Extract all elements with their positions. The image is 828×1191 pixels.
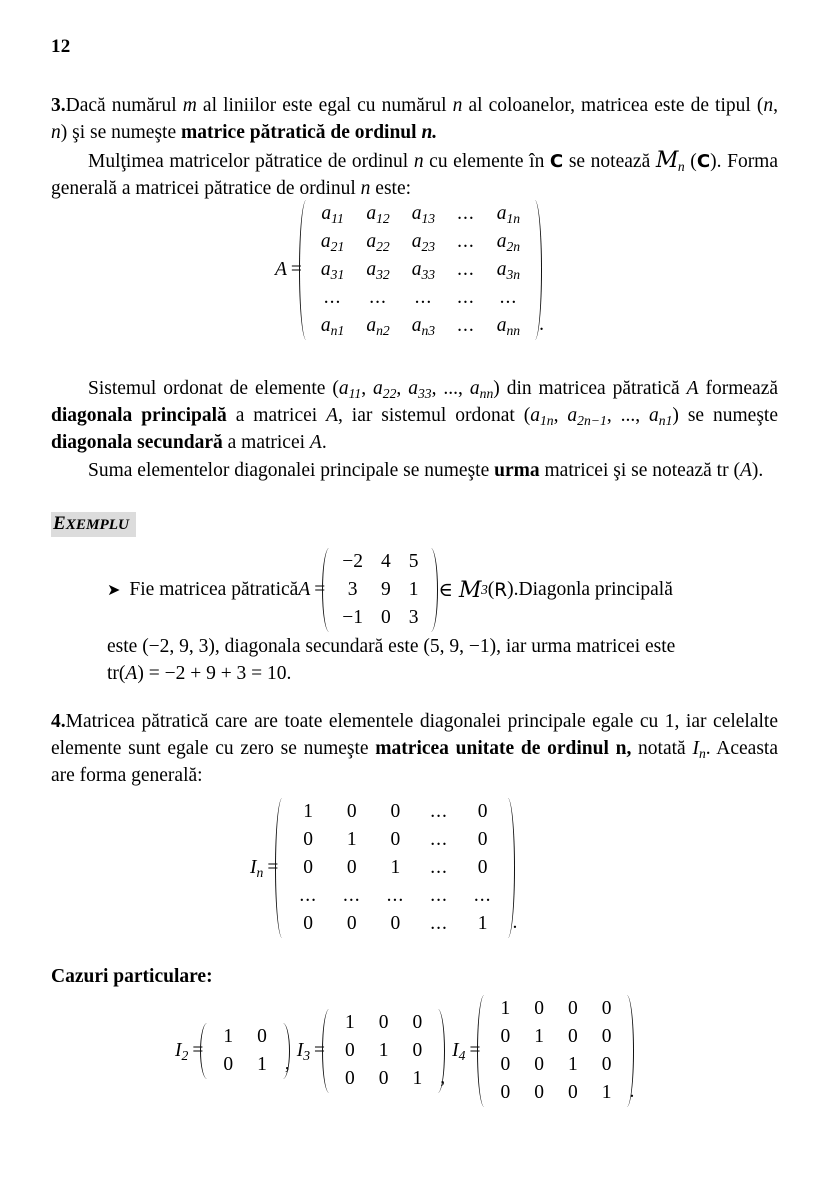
trace-text-3: ). bbox=[751, 460, 764, 481]
matrix-cell: $a_{12}$ bbox=[366, 203, 390, 226]
identity-separator: , bbox=[440, 1067, 446, 1088]
diag-f2-sub: 2n−1 bbox=[577, 412, 607, 428]
diag-e3-sub: 33 bbox=[417, 385, 432, 401]
matrix-cell: 1 bbox=[500, 998, 511, 1019]
trace-text-2: matricei şi se notează tr ( bbox=[539, 460, 740, 481]
matrix-a-equals: = bbox=[290, 259, 302, 280]
diag-e3: a bbox=[408, 378, 418, 399]
matrix-cell: 0 bbox=[223, 1054, 234, 1075]
identity-general-parentheses bbox=[283, 798, 507, 938]
diag-text-8: , iar sistemul ordonat ( bbox=[338, 405, 531, 426]
diag-text-5: ) din matricea pătratică bbox=[493, 378, 687, 399]
diag-text-10: , ..., bbox=[606, 405, 650, 426]
matrix-row bbox=[310, 312, 531, 340]
item4-I: I bbox=[692, 738, 699, 759]
matrix-a-label: A bbox=[275, 259, 287, 280]
item4-text-3: . Aceasta are forma generală: bbox=[51, 738, 778, 786]
matrix-cell: 0 bbox=[390, 801, 401, 822]
matrix-cell: 1 bbox=[223, 1026, 234, 1047]
diag-text-6: formează bbox=[698, 378, 779, 399]
identity-parentheses bbox=[485, 995, 626, 1107]
exemplu-first-letter: E bbox=[53, 513, 66, 534]
example-line-3 bbox=[107, 660, 778, 687]
matrix-cell: ... bbox=[386, 885, 405, 906]
var-n-3: n bbox=[51, 122, 61, 143]
matrix-cell-subscript: 11 bbox=[331, 210, 344, 226]
paragraph-diagonals bbox=[51, 375, 778, 456]
diag-bold-secundara: diagonala secundară bbox=[51, 432, 223, 453]
diag-A1: A bbox=[686, 378, 699, 399]
matrix-a-period: . bbox=[539, 314, 544, 335]
item3-comma: , bbox=[773, 95, 778, 116]
exemplu-heading bbox=[51, 512, 136, 537]
set-text-b: cu elemente în bbox=[423, 151, 550, 172]
paragraph-set-notation bbox=[51, 147, 778, 202]
general-matrix-block bbox=[275, 200, 544, 340]
set-text-e: ). Forma generală a matricei pătratice de ordinul bbox=[51, 151, 779, 199]
matrix-cell: 0 bbox=[346, 857, 357, 878]
example-matrix-parentheses bbox=[330, 548, 430, 632]
identity-general-label-letter: I bbox=[250, 857, 257, 878]
matrix-cell: $a_{21}$ bbox=[320, 231, 345, 254]
item3-text-b: al liniilor este egal cu numărul bbox=[196, 95, 453, 116]
matrix-cell: 0 bbox=[345, 1040, 355, 1061]
diag-e4-sub: nn bbox=[479, 385, 494, 401]
matrix-cell: 0 bbox=[534, 1054, 544, 1075]
matrix-cell: 1 bbox=[412, 1068, 423, 1089]
matrix-cell: 0 bbox=[303, 829, 314, 850]
diag-text-12: a matricei bbox=[222, 432, 310, 453]
example-tr-A: A bbox=[125, 663, 138, 684]
matrix-cell: $a_{22}$ bbox=[366, 231, 390, 254]
identity-grid bbox=[211, 1023, 279, 1079]
example-bullet-row: ➤ Fie matricea pătratică A = −2 4 5 3 9 1 −1 0 3 ∈ M 3 ( R ). Diagonla principală bbox=[107, 548, 673, 632]
diag-text-9: , bbox=[553, 405, 568, 426]
matrix-cell-subscript: 3n bbox=[506, 266, 521, 282]
diag-text-4: , ..., bbox=[431, 378, 470, 399]
matrix-cell: 0 bbox=[257, 1026, 267, 1047]
matrix-cell: ... bbox=[457, 231, 475, 252]
example-matrix-grid bbox=[333, 548, 427, 632]
trace-A: A bbox=[739, 460, 752, 481]
matrix-row bbox=[333, 1009, 434, 1037]
matrix-cell: 0 bbox=[601, 1026, 612, 1047]
item-number-4: 4. bbox=[51, 711, 66, 732]
matrix-row bbox=[286, 882, 504, 910]
diag-text-13: . bbox=[321, 432, 327, 453]
matrix-cell: 0 bbox=[500, 1082, 511, 1103]
matrix-cell: $a_{3n}$ bbox=[496, 259, 521, 282]
page-number: 12 bbox=[51, 36, 71, 57]
identity-general-grid bbox=[286, 798, 504, 938]
matrix-row bbox=[333, 604, 427, 632]
item4-text-2: notată bbox=[631, 738, 693, 759]
matrix-cell-subscript: 2n bbox=[506, 238, 521, 254]
matrix-cell: 0 bbox=[303, 913, 314, 934]
paragraph-item-3 bbox=[51, 92, 778, 146]
matrix-row bbox=[488, 1051, 623, 1079]
diag-text-2: , bbox=[361, 378, 374, 399]
matrix-row bbox=[310, 256, 531, 284]
matrix-cell: 1 bbox=[477, 913, 488, 934]
matrix-row bbox=[310, 284, 531, 312]
identity-label: $I_3$ bbox=[296, 1040, 311, 1063]
cazuri-particulare-heading bbox=[51, 963, 778, 990]
matrix-cell: 0 bbox=[477, 857, 488, 878]
matrix-cell: $a_{23}$ bbox=[411, 231, 436, 254]
diag-A2: A bbox=[326, 405, 339, 426]
example-line2-text: este (−2, 9, 3), diagonala secundară este (5, 9, −1), iar urma matricei este bbox=[107, 636, 676, 657]
trace-bold-urma: urma bbox=[494, 460, 540, 481]
matrix-cell: $a_{33}$ bbox=[411, 259, 436, 282]
matrix-cell: 0 bbox=[378, 1012, 389, 1033]
matrix-cell: 0 bbox=[500, 1026, 511, 1047]
matrix-cell: 1 bbox=[257, 1054, 267, 1075]
matrix-cell: 1 bbox=[601, 1082, 612, 1103]
script-m-subscript: n bbox=[677, 158, 685, 174]
matrix-cell: 0 bbox=[390, 829, 401, 850]
diag-A3: A bbox=[309, 432, 322, 453]
identity-matrix-block bbox=[297, 1009, 452, 1093]
matrix-row bbox=[310, 228, 531, 256]
matrix-cell: $a_{31}$ bbox=[320, 259, 345, 282]
matrix-cell: 1 bbox=[303, 801, 314, 822]
matrix-cell-subscript: n1 bbox=[330, 322, 345, 338]
matrix-cell: ... bbox=[323, 287, 342, 308]
diag-text-1: Sistemul ordonat de elemente ( bbox=[88, 378, 339, 399]
matrix-row bbox=[211, 1051, 279, 1079]
matrix-cell: 0 bbox=[601, 1054, 612, 1075]
matrix-cell: $a_{n2}$ bbox=[366, 315, 390, 338]
matrix-cell-subscript: 31 bbox=[330, 266, 345, 282]
arrow-bullet-icon: ➤ bbox=[107, 580, 121, 599]
matrix-cell: 0 bbox=[500, 1054, 511, 1075]
var-n-4: n bbox=[413, 151, 424, 172]
identity-label-subscript: 3 bbox=[303, 1047, 311, 1063]
diag-f3: a bbox=[649, 405, 659, 426]
matrix-cell-subscript: 32 bbox=[376, 266, 390, 282]
matrix-cell: ... bbox=[430, 885, 448, 906]
diag-f2: a bbox=[567, 405, 578, 426]
identity-label: $I_2$ bbox=[175, 1040, 189, 1063]
matrix-cell: ... bbox=[473, 885, 492, 906]
matrix-row bbox=[333, 576, 427, 604]
example-line-2 bbox=[107, 633, 778, 660]
identity-label-subscript: 2 bbox=[181, 1047, 189, 1063]
matrix-cell: 4 bbox=[380, 551, 391, 572]
set-text-c: se notează bbox=[563, 151, 656, 172]
matrix-row bbox=[286, 854, 504, 882]
item3-bold-term: matrice pătratică de ordinul bbox=[180, 122, 422, 143]
set-text-a: Mulţimea matricelor pătratice de ordinul bbox=[88, 151, 414, 172]
matrix-cell: $a_{n1}$ bbox=[320, 315, 345, 338]
matrix-cell-subscript: 13 bbox=[421, 210, 436, 226]
script-m-symbol: M bbox=[655, 148, 678, 173]
real-set-symbol: R bbox=[494, 579, 508, 601]
identity-matrix-block bbox=[452, 995, 641, 1107]
diag-f1-sub: 1n bbox=[539, 412, 554, 428]
diag-text-3: , bbox=[396, 378, 409, 399]
matrix-cell: 9 bbox=[380, 579, 391, 600]
identity-examples-row bbox=[175, 995, 641, 1107]
matrix-cell: 3 bbox=[408, 607, 419, 628]
identity-label-subscript: 4 bbox=[458, 1047, 466, 1063]
matrix-cell-subscript: 1n bbox=[506, 210, 521, 226]
identity-separator: , bbox=[284, 1053, 290, 1074]
matrix-cell: 1 bbox=[390, 857, 401, 878]
matrix-cell: ... bbox=[342, 885, 361, 906]
matrix-cell: $a_{11}$ bbox=[321, 203, 344, 226]
matrix-cell-subscript: 21 bbox=[330, 238, 345, 254]
matrix-cell: 0 bbox=[380, 607, 391, 628]
matrix-cell: ... bbox=[430, 857, 448, 878]
textbook-page bbox=[51, 0, 778, 1191]
matrix-cell: 0 bbox=[477, 829, 488, 850]
example-tr-value: ) = −2 + 9 + 3 = 10. bbox=[137, 663, 292, 684]
identity-matrix-block bbox=[175, 1023, 297, 1079]
item-number-3: 3. bbox=[51, 95, 66, 116]
cazuri-heading-text: Cazuri particulare: bbox=[51, 966, 213, 987]
matrix-cell-subscript: n2 bbox=[376, 322, 390, 338]
matrix-cell: $a_{1n}$ bbox=[496, 203, 521, 226]
matrix-cell: 0 bbox=[477, 801, 488, 822]
matrix-cell: 0 bbox=[378, 1068, 389, 1089]
matrix-row bbox=[333, 1037, 434, 1065]
matrix-cell-subscript: 33 bbox=[421, 266, 436, 282]
matrix-cell: ... bbox=[414, 287, 433, 308]
diag-e2: a bbox=[373, 378, 383, 399]
matrix-cell: ... bbox=[457, 203, 475, 224]
matrix-row bbox=[488, 995, 623, 1023]
diag-text-7: a matricei bbox=[226, 405, 327, 426]
example-script-m: M bbox=[458, 577, 481, 603]
identity-label: $I_4$ bbox=[452, 1040, 466, 1063]
matrix-cell: ... bbox=[369, 287, 387, 308]
identity-equals: = bbox=[314, 1040, 326, 1061]
item3-bold-n: n. bbox=[421, 122, 438, 143]
matrix-cell: ... bbox=[430, 801, 448, 822]
identity-grid bbox=[333, 1009, 434, 1093]
item3-text-c: al coloanelor, matricea este de tipul ( bbox=[462, 95, 764, 116]
example-lead-text: Fie matricea pătratică bbox=[129, 579, 299, 600]
diag-bold-principal: diagonala principală bbox=[51, 405, 227, 426]
var-n: n bbox=[452, 95, 463, 116]
example-tail-text: Diagonla principală bbox=[518, 579, 673, 600]
matrix-cell: 1 bbox=[534, 1026, 544, 1047]
diag-e4: a bbox=[469, 378, 480, 399]
diag-e1-sub: 11 bbox=[348, 385, 362, 401]
matrix-row bbox=[310, 200, 531, 228]
matrix-cell: 3 bbox=[347, 579, 358, 600]
matrix-a-parentheses bbox=[307, 200, 534, 340]
var-n-2: n bbox=[763, 95, 774, 116]
matrix-cell: 0 bbox=[390, 913, 401, 934]
identity-general-equals: = bbox=[267, 857, 279, 878]
matrix-cell-subscript: 12 bbox=[376, 210, 390, 226]
matrix-cell: ... bbox=[499, 287, 518, 308]
paragraph-trace bbox=[51, 457, 778, 484]
item4-I-sub: n bbox=[698, 745, 706, 761]
exemplu-rest: XEMPLU bbox=[65, 516, 129, 533]
matrix-cell: 0 bbox=[303, 857, 314, 878]
diag-f3-sub: n1 bbox=[658, 412, 673, 428]
matrix-a-grid bbox=[310, 200, 531, 340]
example-set-open: ( bbox=[487, 579, 495, 600]
diag-text-11: ) se numeşte bbox=[672, 405, 778, 426]
complex-set-symbol: C bbox=[549, 151, 564, 172]
matrix-cell-subscript: n3 bbox=[421, 322, 436, 338]
example-matrix-label: A bbox=[298, 579, 311, 600]
matrix-cell: 0 bbox=[412, 1040, 423, 1061]
matrix-row bbox=[286, 910, 504, 938]
identity-general-block bbox=[250, 798, 517, 938]
matrix-cell: $a_{n3}$ bbox=[411, 315, 436, 338]
matrix-cell: 0 bbox=[346, 801, 357, 822]
identity-equals: = bbox=[469, 1040, 481, 1061]
identity-general-label-sub: n bbox=[256, 864, 264, 880]
matrix-cell: ... bbox=[457, 315, 475, 336]
matrix-cell: 0 bbox=[345, 1068, 355, 1089]
matrix-row bbox=[488, 1023, 623, 1051]
matrix-cell: 0 bbox=[534, 998, 544, 1019]
matrix-cell: −2 bbox=[342, 551, 363, 572]
identity-general-period: . bbox=[512, 912, 518, 933]
matrix-cell: ... bbox=[430, 913, 448, 934]
example-set-close: ). bbox=[507, 579, 519, 600]
matrix-cell: −1 bbox=[342, 607, 363, 628]
identity-equals: = bbox=[192, 1040, 204, 1061]
var-n-5: n bbox=[360, 178, 371, 199]
item3-text-a: Dacă numărul bbox=[65, 95, 183, 116]
matrix-cell: 1 bbox=[345, 1012, 355, 1033]
matrix-row bbox=[488, 1079, 623, 1107]
matrix-cell: $a_{nn}$ bbox=[496, 315, 521, 338]
matrix-row bbox=[333, 1065, 434, 1093]
matrix-cell: $a_{2n}$ bbox=[496, 231, 521, 254]
matrix-cell: $a_{13}$ bbox=[411, 203, 436, 226]
example-tr-open: tr( bbox=[107, 663, 126, 684]
matrix-cell-subscript: 23 bbox=[421, 238, 436, 254]
matrix-cell: 0 bbox=[534, 1082, 544, 1103]
matrix-cell: ... bbox=[457, 259, 475, 280]
matrix-cell: 0 bbox=[412, 1012, 423, 1033]
identity-parentheses bbox=[208, 1023, 282, 1079]
diag-e2-sub: 22 bbox=[382, 385, 397, 401]
matrix-cell-subscript: nn bbox=[506, 322, 521, 338]
set-paren-open: ( bbox=[684, 151, 697, 172]
matrix-cell-subscript: 22 bbox=[376, 238, 390, 254]
matrix-cell: 0 bbox=[601, 998, 612, 1019]
item3-text-d: ) şi se numeşte bbox=[60, 122, 181, 143]
matrix-cell: 1 bbox=[408, 579, 419, 600]
item4-bold-term: matricea unitate de ordinul n, bbox=[375, 738, 632, 759]
matrix-cell: $a_{32}$ bbox=[366, 259, 390, 282]
matrix-cell: 0 bbox=[346, 913, 357, 934]
identity-parentheses bbox=[330, 1009, 437, 1093]
matrix-cell: 0 bbox=[567, 1026, 578, 1047]
diag-f1: a bbox=[530, 405, 540, 426]
matrix-row bbox=[286, 826, 504, 854]
matrix-cell: ... bbox=[299, 885, 317, 906]
identity-grid bbox=[488, 995, 623, 1107]
paragraph-item-4 bbox=[51, 708, 778, 789]
trace-text-1: Suma elementelor diagonalei principale se numeşte bbox=[88, 460, 495, 481]
matrix-cell: 5 bbox=[408, 551, 419, 572]
matrix-cell: ... bbox=[430, 829, 448, 850]
item4-text-1: Matricea pătratică care are toate elementele diagonalei principale egale cu 1, iar celelalte elemente sunt egale cu zero se numeşte bbox=[51, 711, 778, 759]
matrix-cell: 0 bbox=[567, 1082, 578, 1103]
set-text-f: este: bbox=[370, 178, 412, 199]
var-m: m bbox=[182, 95, 197, 116]
identity-separator: . bbox=[629, 1081, 635, 1102]
complex-set-symbol-2: C bbox=[696, 151, 711, 172]
matrix-row bbox=[333, 548, 427, 576]
matrix-row bbox=[211, 1023, 279, 1051]
matrix-cell: 0 bbox=[567, 998, 578, 1019]
example-matrix-equals: = bbox=[314, 579, 326, 600]
matrix-cell: 1 bbox=[567, 1054, 578, 1075]
matrix-row bbox=[286, 798, 504, 826]
example-membership-symbol: ∈ bbox=[438, 580, 453, 601]
matrix-cell: 1 bbox=[346, 829, 357, 850]
diag-e1: a bbox=[338, 378, 349, 399]
matrix-cell: ... bbox=[457, 287, 475, 308]
matrix-cell: 1 bbox=[378, 1040, 389, 1061]
identity-general-label bbox=[250, 857, 266, 879]
